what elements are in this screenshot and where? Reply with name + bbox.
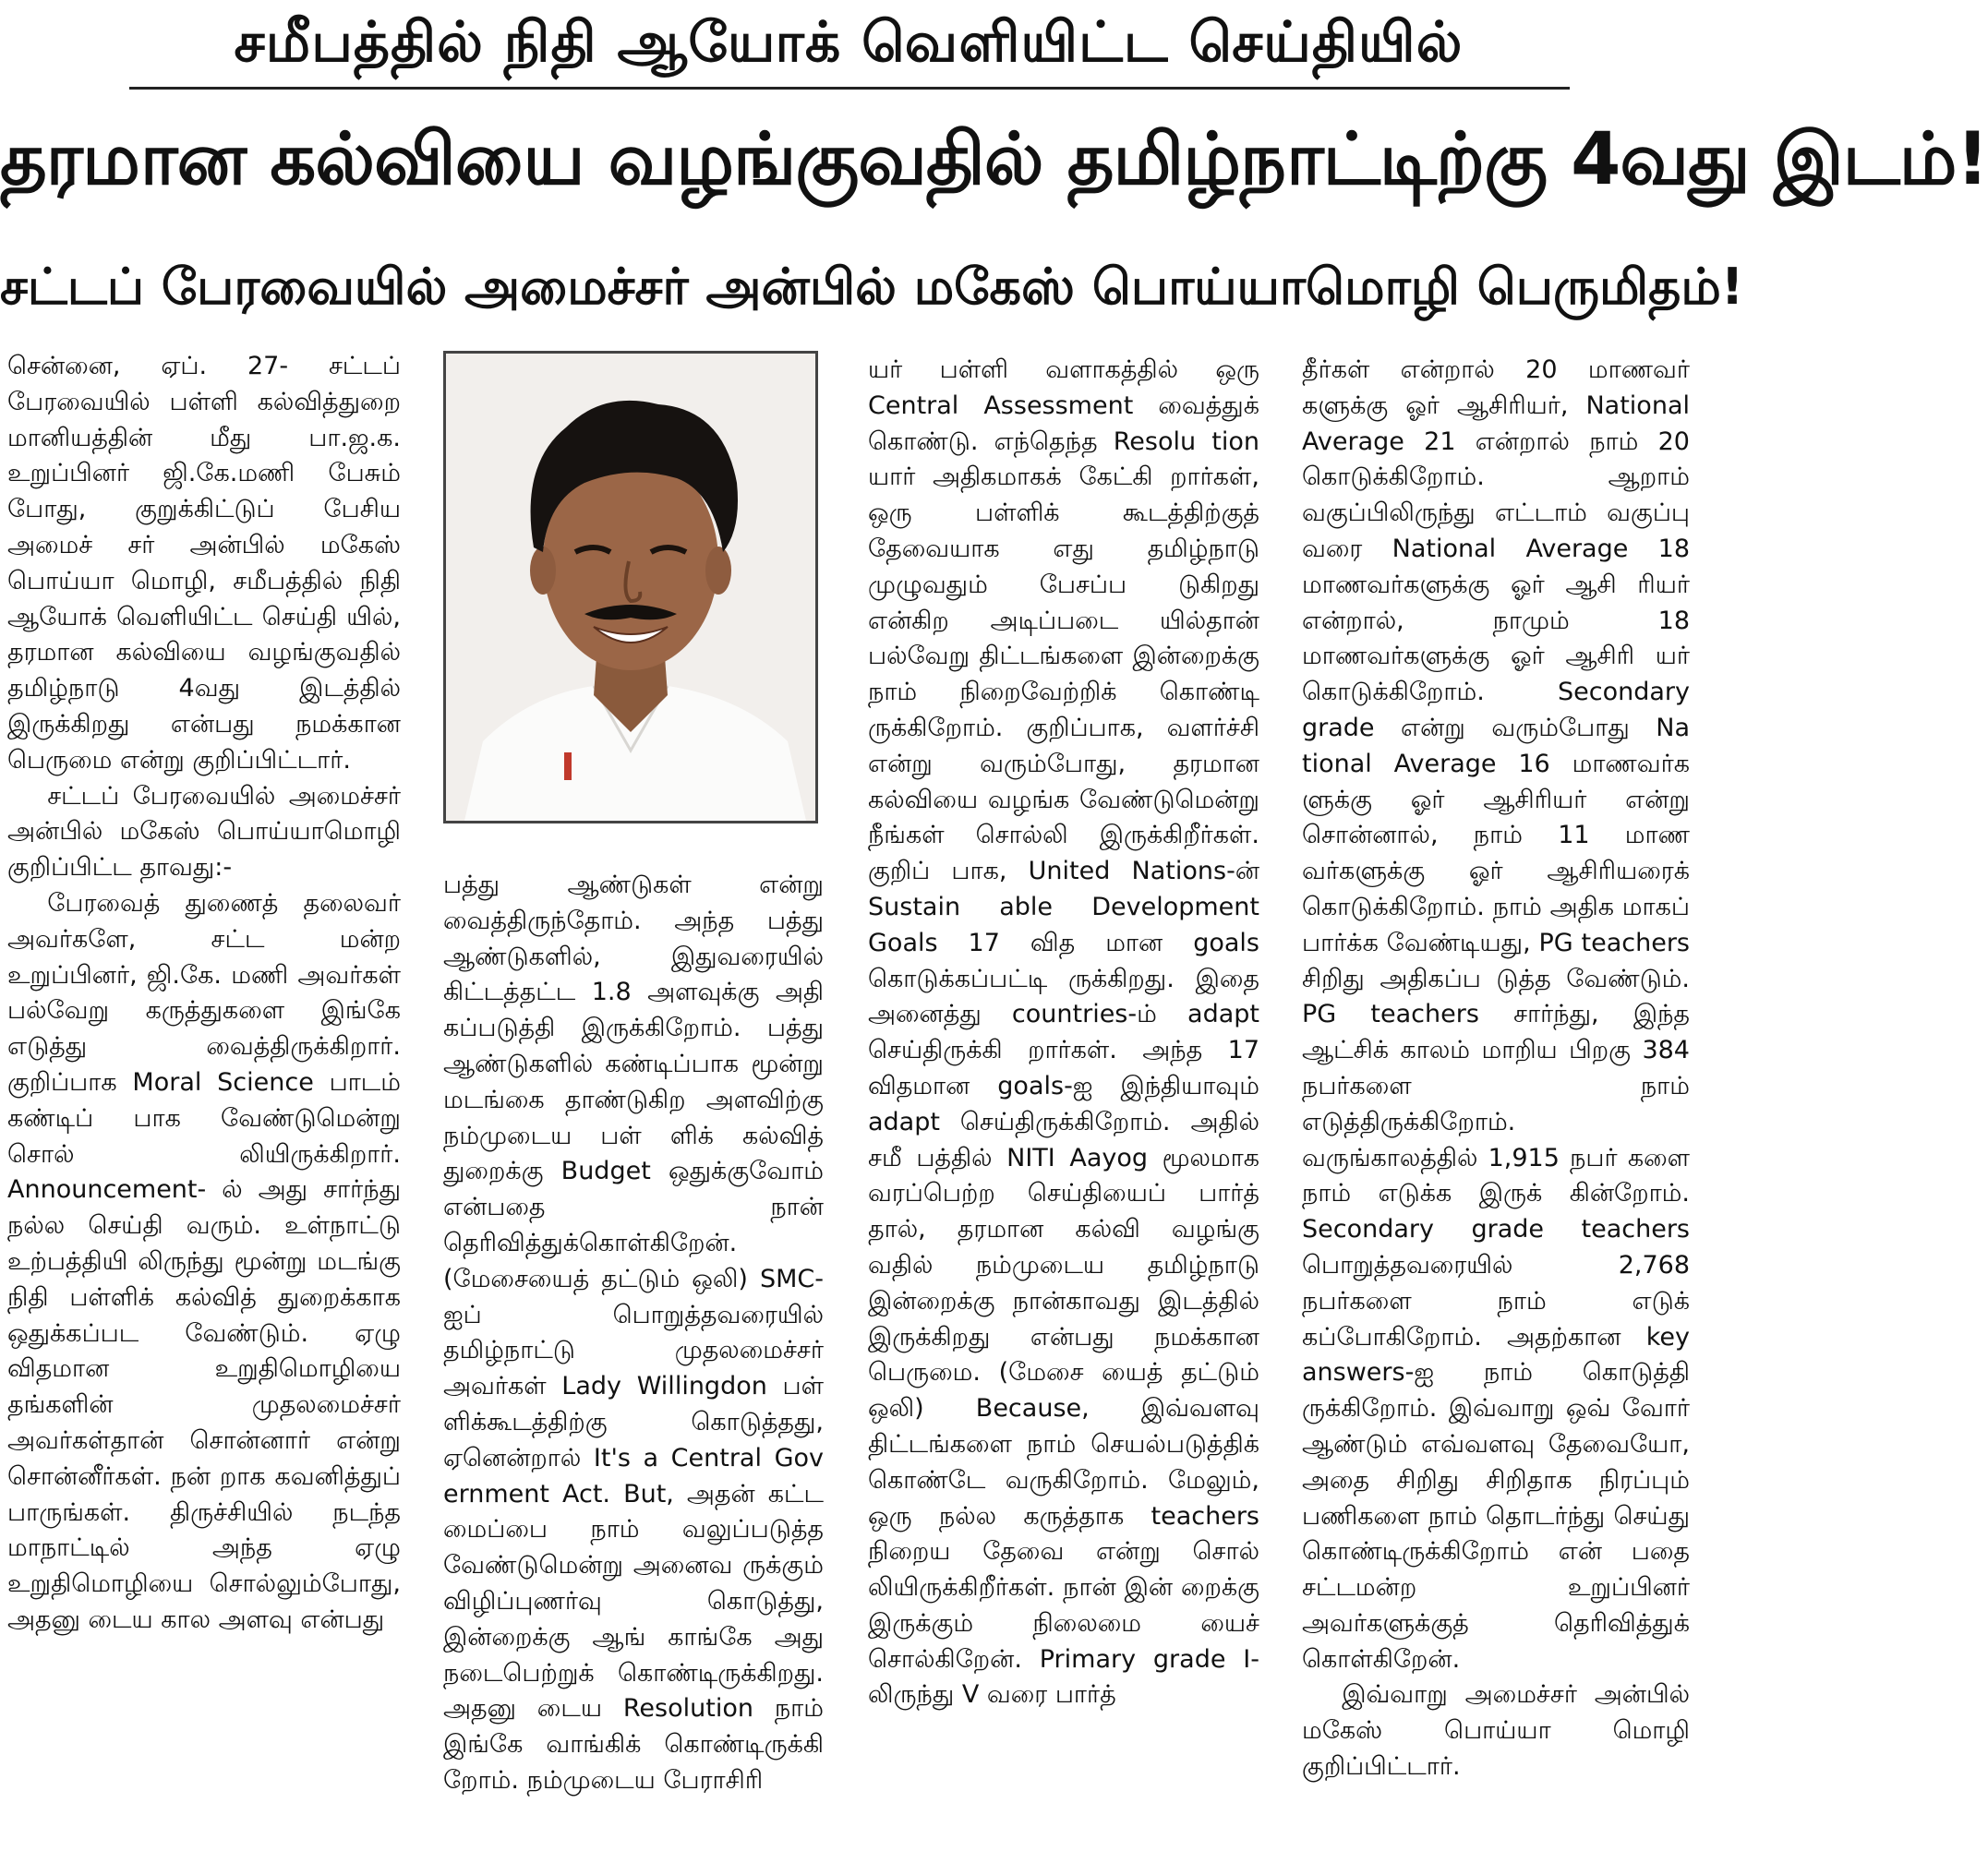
paragraph: சென்னை, ஏப். 27- சட்டப் பேரவையில் பள்ளி கல்வித்துறை மானியத்தின் மீது பா.ஜ.க. உறுப்பினர் ஜி.கே.மணி பேசும் போது, குறுக்கிட்டுப் பேசிய அமைச் சர் அன்பில் மகேஸ் பொய்யா மொழி, சமீபத்தில் நிதி ஆயோக் வெளியிட்ட செய்தி யில், தரமான கல்வியை வழங்குவதில் தமிழ்நாடு 4வது இடத்தில் இருக்கிறது என்பது நமக்கான பெருமை என்று குறிப்பிட்டார்.	[7, 352, 401, 775]
paragraph: பத்து ஆண்டுகள் என்று வைத்திருந்தோம். அந்த பத்து ஆண்டுகளில், இதுவரையில் கிட்டத்தட்ட 1.8 அளவுக்கு அதி கப்படுத்தி இருக்கிறோம். பத்து ஆண்டுகளில் கண்டிப்பாக மூன்று மடங்கை தாண்டுகிற அளவிற்கு நம்முடைய பள் ளிக் கல்வித் துறைக்கு Budget ஒதுக்குவோம் என்பதை நான் தெரிவித்துக்கொள்கிறேன். (மேசையைத் தட்டும் ஒலி) SMC-ஐப் பொறுத்தவரையில் தமிழ்நாட்டு முதலமைச்சர் அவர்கள் Lady Willingdon பள் ளிக்கூடத்திற்கு கொடுத்தது, ஏனென்றால் It's a Central Gov ernment Act. But, அதன் கட்ட மைப்பை நாம் வலுப்படுத்த வேண்டுமென்று அனைவ ருக்கும் விழிப்புணர்வு கொடுத்து, இன்றைக்கு ஆங் காங்கே அது நடைபெற்றுக் கொண்டிருக்கிறது. அதனு டைய Resolution நாம் இங்கே வாங்கிக் கொண்டிருக்கி றோம். நம்முடைய பேராசிரி	[443, 871, 824, 1795]
paragraph: இவ்வாறு அமைச்சர் அன்பில் மகேஸ் பொய்யா மொழி குறிப்பிட்டார்.	[1302, 1680, 1690, 1782]
kicker-headline: சமீபத்தில் நிதி ஆயோக் வெளியிட்ட செய்தியில்	[234, 10, 1464, 75]
article-column-3	[868, 353, 1259, 1863]
paragraph: பேரவைத் துணைத் தலைவர் அவர்களே, சட்ட மன்ற உறுப்பினர், ஜி.கே. மணி அவர்கள் பல்வேறு கருத்துகளை இங்கே எடுத்து வைத்திருக்கிறார். குறிப்பாக Moral Science பாடம் கண்டிப் பாக வேண்டுமென்று சொல் லியிருக்கிறார். Announcement- ல் அது சார்ந்து நல்ல செய்தி வரும். உள்நாட்டு உற்பத்தியி லிருந்து மூன்று மடங்கு நிதி பள்ளிக் கல்வித் துறைக்காக ஒதுக்கப்பட வேண்டும். ஏழு விதமான உறுதிமொழியை தங்களின் முதலமைச்சர் அவர்கள்தான் சொன்னார் என்று சொன்னீர்கள். நன் றாக கவனித்துப் பாருங்கள். திருச்சியில் நடந்த மாநாட்டில் அந்த ஏழு உறுதிமொழியை சொல்லும்போது, அதனு டைய கால அளவு என்பது	[7, 888, 401, 1634]
minister-photo	[443, 351, 818, 823]
kicker-divider	[129, 87, 1570, 90]
article-column-2	[443, 868, 824, 1863]
paragraph: சட்டப் பேரவையில் அமைச்சர் அன்பில் மகேஸ் பொய்யாமொழி குறிப்பிட்ட தாவது:-	[7, 781, 401, 883]
article-column-1	[7, 349, 401, 1863]
paragraph: தீர்கள் என்றால் 20 மாணவர் களுக்கு ஓர் ஆசிரியர், National Average 21 என்றால் நாம் 20 கொடுக்கிறோம். ஆறாம் வகுப்பிலிருந்து எட்டாம் வகுப்பு வரை National Average 18 மாணவர்களுக்கு ஓர் ஆசி ரியர் என்றால், நாமும் 18 மாணவர்களுக்கு ஓர் ஆசிரி யர் கொடுக்கிறோம். Secondary grade என்று வரும்போது Na tional Average 16 மாணவர்க ளுக்கு ஓர் ஆசிரியர் என்று சொன்னால், நாம் 11 மாண வர்களுக்கு ஓர் ஆசிரியரைக் கொடுக்கிறோம். நாம் அதிக மாகப் பார்க்க வேண்டியது, PG teachers சிறிது அதிகப்ப டுத்த வேண்டும். PG teachers சார்ந்து, இந்த ஆட்சிக் காலம் மாறிய பிறகு 384 நபர்களை நாம் எடுத்திருக்கிறோம். வருங்காலத்தில் 1,915 நபர் களை நாம் எடுக்க இருக் கின்றோம். Secondary grade teachers பொறுத்தவரையில் 2,768 நபர்களை நாம் எடுக் கப்போகிறோம். அதற்கான key answers-ஐ நாம் கொடுத்தி ருக்கிறோம். இவ்வாறு ஒவ் வோர் ஆண்டும் எவ்வளவு தேவையோ, அதை சிறிது சிறிதாக நிரப்பும் பணிகளை நாம் தொடர்ந்து செய்து கொண்டிருக்கிறோம் என் பதை சட்டமன்ற உறுப்பினர் அவர்களுக்குத் தெரிவித்துக் கொள்கிறேன்.	[1302, 355, 1690, 1674]
sub-headline: சட்டப் பேரவையில் அமைச்சர் அன்பில் மகேஸ் பொய்யாமொழி பெருமிதம்!	[0, 258, 1744, 316]
minister-photo-illustration	[446, 354, 815, 821]
article-column-4	[1302, 353, 1690, 1863]
paragraph: யர் பள்ளி வளாகத்தில் ஒரு Central Assessment வைத்துக் கொண்டு. எந்தெந்த Resolu tion யார் அதிகமாகக் கேட்கி றார்கள், ஒரு பள்ளிக் கூடத்திற்குத் தேவையாக எது தமிழ்நாடு முழுவதும் பேசப்ப டுகிறது என்கிற அடிப்படை யில்தான் பல்வேறு திட்டங்களை இன்றைக்கு நாம் நிறைவேற்றிக் கொண்டி ருக்கிறோம். குறிப்பாக, வளர்ச்சி என்று வரும்போது, தரமான கல்வியை வழங்க வேண்டுமென்று நீங்கள் சொல்லி இருக்கிறீர்கள். குறிப் பாக, United Nations-ன் Sustain able Development Goals 17 வித மான goals கொடுக்கப்பட்டி ருக்கிறது. இதை அனைத்து countries-ம் adapt செய்திருக்கி றார்கள். அந்த 17 விதமான goals-ஐ இந்தியாவும் adapt செய்திருக்கிறோம். அதில் சமீ பத்தில் NITI Aayog மூலமாக வரப்பெற்ற செய்தியைப் பார்த் தால், தரமான கல்வி வழங்கு வதில் நம்முடைய தமிழ்நாடு இன்றைக்கு நான்காவது இடத்தில் இருக்கிறது என்பது நமக்கான பெருமை. (மேசை யைத் தட்டும் ஒலி) Because, இவ்வளவு திட்டங்களை நாம் செயல்படுத்திக் கொண்டே வருகிறோம். மேலும், ஒரு நல்ல கருத்தாக teachers நிறைய தேவை என்று சொல் லியிருக்கிறீர்கள். நான் இன் றைக்கு இருக்கும் நிலைமை யைச் சொல்கிறேன். Primary grade I-லிருந்து V வரை பார்த்	[868, 355, 1259, 1710]
main-headline: தரமான கல்வியை வழங்குவதில் தமிழ்நாட்டிற்கு 4வது இடம்!	[0, 118, 1988, 201]
